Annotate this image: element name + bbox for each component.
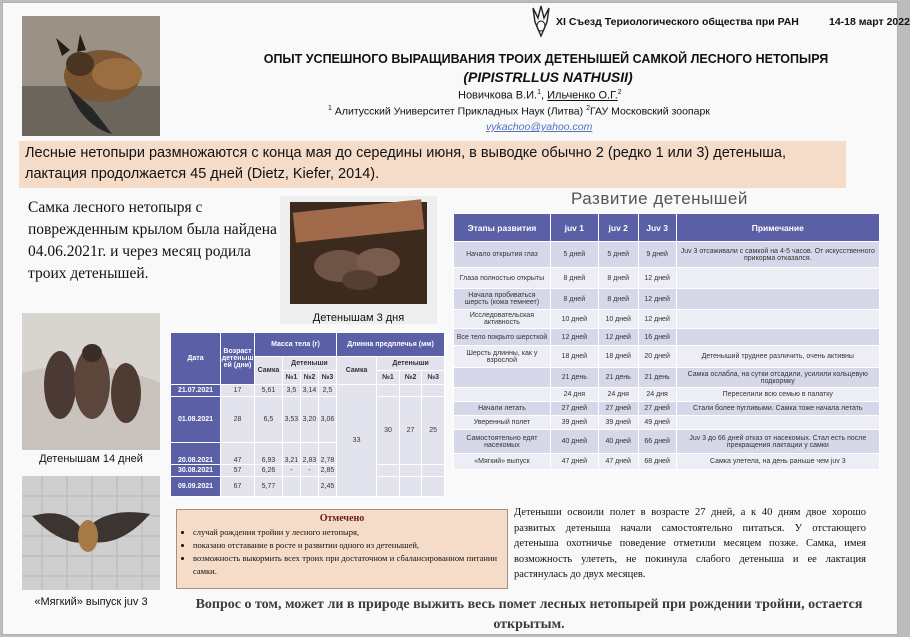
table-row (454, 402, 880, 416)
dev-value-cell: 27 дней (550, 402, 598, 416)
forearm-header-n1: №1 (377, 371, 400, 385)
dev-stage-cell: Исследовательская активность (454, 310, 551, 329)
mass-table (170, 332, 445, 497)
mass-n2: 2,83 (300, 443, 318, 465)
caption-14-days: Детенышам 14 дней (39, 453, 143, 465)
mass-female: 6,26 (255, 465, 283, 477)
intro-text: Лесные нетопыри размножаются с конца мая до середины июня, в выводке обычно 2 (редко 1 или 3) детеныша, лактация продолжается 45 дней (Dietz, Kiefer, 2014). (19, 141, 846, 188)
dev-value-cell: 5 дней (550, 242, 598, 268)
dev-value-cell: 10 дней (550, 310, 598, 329)
dev-note-cell: Стали более пугливыми. Самка тоже начала летать (676, 402, 879, 416)
dev-header-cell: juv 1 (550, 214, 598, 242)
dev-stage-cell: Начало открытия глаз (454, 242, 551, 268)
forearm-empty (399, 465, 422, 477)
dev-stage-cell: Шерсть длинны, как у взрослой (454, 346, 551, 368)
mass-age: 67 (221, 477, 255, 497)
mass-age: 57 (221, 465, 255, 477)
table-row (171, 397, 445, 443)
table-row (454, 242, 880, 268)
mass-header-age: Возраст детеныш ей (дни) (221, 333, 255, 385)
author-2: Ильченко О.Г. (547, 89, 618, 102)
mass-header-n2: №2 (300, 371, 318, 385)
mass-n2: - (300, 465, 318, 477)
dev-header-cell: Этапы развития (454, 214, 551, 242)
mass-header-mass: Масса тела (г) (255, 333, 337, 357)
mass-date: 30.08.2021 (171, 465, 221, 477)
conclusion-text: Вопрос о том, может ли в природе выжить весь помет лесных нетопырей при рождении тройни, остается открытым. (195, 597, 863, 632)
mass-age: 17 (221, 385, 255, 397)
conference-dates: 14-18 март 2022 (829, 16, 910, 28)
forearm-header-young: Детеныши (377, 357, 445, 371)
dev-value-cell: 8 дней (550, 268, 598, 289)
mass-n1: 3,53 (282, 397, 300, 443)
dev-stage-cell: Все тело покрыто шерсткой (454, 329, 551, 346)
forearm-female: 33 (336, 385, 376, 497)
table-row (454, 416, 880, 430)
mass-header-date: Дата (171, 333, 221, 385)
dev-value-cell: 18 дней (550, 346, 598, 368)
dev-stage-cell (454, 368, 551, 388)
dev-value-cell: 5 дней (598, 242, 638, 268)
dev-value-cell: 16 дней (638, 329, 676, 346)
author-2-affil: 2 (617, 89, 622, 96)
mass-n1: - (282, 465, 300, 477)
dev-note-cell (676, 329, 879, 346)
mass-header-female: Самка (255, 357, 283, 385)
forearm-header-n3: №3 (422, 371, 445, 385)
conference-name: XI Съезд Териологического общества при РАН (556, 16, 799, 28)
result-text: Детеныши освоили полет в возрасте 27 дней, а к 40 дням двое хорошо развитых детеныша начали самостоятельно питаться. У отстающего детеныша охотничье поведение отметили месяцем позже. Самка, имея возможность улететь, не покинула слабого детеныша и ее лактация растянулась до двух месяцев. (514, 507, 866, 580)
mass-date: 20.08.2021 (171, 443, 221, 465)
forearm-empty (377, 465, 400, 477)
affil-1: Алитусский Университет Прикладных Наук (Литва) (331, 105, 587, 118)
dev-note-cell (676, 310, 879, 329)
dev-header-cell: Juv 3 (638, 214, 676, 242)
affiliations (328, 105, 710, 118)
caption-3-days: Детенышам 3 дня (312, 312, 405, 324)
dev-note-cell: Самка ослабла, на сутки отсадили, усилили кольцевую подкормку (676, 368, 879, 388)
dev-value-cell: 66 дней (638, 430, 676, 454)
dev-stage-cell: «Мягкий» выпуск (454, 454, 551, 470)
mass-female: 5,61 (255, 385, 283, 397)
list-item: • возможность выкормить всех троих при достаточном и сбалансированном питании самки. (193, 552, 507, 578)
dev-value-cell: 68 дней (638, 454, 676, 470)
poster-title: ОПЫТ УСПЕШНОГО ВЫРАЩИВАНИЯ ТРОИХ ДЕТЕНЫШЕЙ САМКОЙ ЛЕСНОГО НЕТОПЫРЯ (263, 52, 829, 66)
dev-value-cell: 12 дней (638, 268, 676, 289)
dev-value-cell: 21 день (550, 368, 598, 388)
dev-value-cell: 21 день (598, 368, 638, 388)
mass-female: 6,93 (255, 443, 283, 465)
dev-value-cell: 10 дней (598, 310, 638, 329)
contact-email[interactable]: vykachoo@yahoo.com (486, 121, 593, 133)
dev-stage-cell (454, 388, 551, 402)
dev-value-cell: 40 дней (598, 430, 638, 454)
mass-n1: 3,21 (282, 443, 300, 465)
dev-value-cell: 21 день (638, 368, 676, 388)
photo-soft-release (22, 476, 160, 590)
table-row (171, 465, 445, 477)
noted-title: Отмечено (319, 513, 365, 524)
development-table (453, 213, 880, 470)
photo-adult-bat (22, 16, 160, 136)
dev-value-cell: 24 дня (550, 388, 598, 402)
dev-value-cell: 8 дней (550, 289, 598, 310)
dev-header-cell: Примечание (676, 214, 879, 242)
dev-value-cell: 47 дней (598, 454, 638, 470)
mass-header-forearm: Длинна предплечья (мм) (336, 333, 444, 357)
dev-note-cell: Juv 3 отсаживали с самкой на 4-5 часов. От искусственного прикорма отказался. (676, 242, 879, 268)
forearm-empty (377, 477, 400, 497)
forearm-n2: 27 (399, 397, 422, 465)
authors (458, 89, 622, 102)
table-row (454, 388, 880, 402)
author-separator: , (541, 89, 548, 102)
dev-value-cell: 8 дней (598, 268, 638, 289)
dev-stage-cell: Уверенный полет (454, 416, 551, 430)
conference-logo (529, 4, 553, 38)
forearm-header-n2: №2 (399, 371, 422, 385)
noted-list (177, 526, 507, 578)
mass-n3: 3,06 (318, 397, 336, 443)
mass-header-n1: №1 (282, 371, 300, 385)
dev-value-cell: 49 дней (638, 416, 676, 430)
soft-release-illustration (22, 476, 160, 590)
dev-note-cell (676, 289, 879, 310)
table-row (454, 368, 880, 388)
author-1-affil: 1 (537, 89, 541, 96)
mass-age: 28 (221, 397, 255, 443)
forearm-header-female: Самка (336, 357, 376, 385)
dev-value-cell: 47 дней (550, 454, 598, 470)
caption-soft-release: «Мягкий» выпуск juv 3 (34, 596, 148, 608)
list-item: • случай рождения тройни у лесного нетопыря, (193, 526, 507, 539)
mass-n1 (282, 477, 300, 497)
table-row (454, 430, 880, 454)
noted-box (176, 509, 508, 589)
mass-date: 01.08.2021 (171, 397, 221, 443)
bat-photo-illustration (22, 16, 160, 136)
mass-female: 5,77 (255, 477, 283, 497)
mass-n3: 2,85 (318, 465, 336, 477)
table-row (454, 454, 880, 470)
mass-n2: 3,14 (300, 385, 318, 397)
photo-14-days (22, 313, 160, 450)
table-row (171, 385, 445, 397)
dev-value-cell: 24 дня (638, 388, 676, 402)
list-item: • показано отставание в росте и развитии одного из детенышей, (193, 539, 507, 552)
forearm-n1: 30 (377, 397, 400, 465)
forearm-empty (377, 385, 400, 397)
left-description: Самка лесного нетопыря с поврежденным крылом была найдена 04.06.2021г. и через месяц родила троих детенышей. (28, 199, 277, 282)
dev-stage-cell: Самостоятельно едят насекомых (454, 430, 551, 454)
mass-n2: 3,20 (300, 397, 318, 443)
forearm-empty (422, 465, 445, 477)
dev-note-cell (676, 268, 879, 289)
dev-stage-cell: Глаза полностью открыты (454, 268, 551, 289)
mass-date: 21.07.2021 (171, 385, 221, 397)
dev-value-cell: 39 дней (550, 416, 598, 430)
author-1: Новичкова В.И. (458, 89, 538, 102)
dev-value-cell: 27 дней (598, 402, 638, 416)
table-row (454, 289, 880, 310)
mass-female: 6,5 (255, 397, 283, 443)
dev-value-cell: 20 дней (638, 346, 676, 368)
mass-header-n3: №3 (318, 371, 336, 385)
forearm-empty (422, 385, 445, 397)
photo-3-days (280, 196, 437, 324)
dev-stage-cell: Начали летать (454, 402, 551, 416)
dev-value-cell: 12 дней (550, 329, 598, 346)
forearm-empty (422, 477, 445, 497)
development-title: Развитие детенышей (571, 189, 748, 208)
table-row (454, 346, 880, 368)
dev-value-cell: 12 дней (638, 310, 676, 329)
table-row (454, 268, 880, 289)
dev-value-cell: 12 дней (638, 289, 676, 310)
dev-value-cell: 24 дня (598, 388, 638, 402)
dev-value-cell: 8 дней (598, 289, 638, 310)
dev-note-cell: Переселили всю семью в палатку (676, 388, 879, 402)
table-row (454, 329, 880, 346)
pups-14-days-illustration (22, 313, 160, 450)
dev-value-cell: 27 дней (638, 402, 676, 416)
dev-value-cell: 18 дней (598, 346, 638, 368)
dev-value-cell: 40 дней (550, 430, 598, 454)
affil-1-mark: 1 (328, 105, 332, 112)
dev-stage-cell: Начала пробиваться шерсть (кожа темнеет) (454, 289, 551, 310)
dev-note-cell (676, 416, 879, 430)
dev-value-cell: 39 дней (598, 416, 638, 430)
mass-n3: 2,5 (318, 385, 336, 397)
mass-date: 09.09.2021 (171, 477, 221, 497)
table-row (171, 477, 445, 497)
forearm-empty (399, 385, 422, 397)
forearm-n3: 25 (422, 397, 445, 465)
species-latin-name: (PIPISTRLLUS NATHUSII) (463, 69, 633, 85)
dev-note-cell: Детеныший труднее различить, очень активны (676, 346, 879, 368)
dev-header-cell: juv 2 (598, 214, 638, 242)
dev-value-cell: 12 дней (598, 329, 638, 346)
dev-note-cell: Самка улетела, на день раньше чем juv 3 (676, 454, 879, 470)
mass-n1: 3,5 (282, 385, 300, 397)
affil-2-mark: 2 (586, 105, 590, 112)
forearm-empty (399, 477, 422, 497)
pups-3-days-illustration (280, 196, 437, 324)
mass-header-young: Детеныши (282, 357, 336, 371)
mass-n3: 2,78 (318, 443, 336, 465)
affil-2: ГАУ Московский зоопарк (589, 105, 710, 118)
dev-note-cell: Juv 3 до 66 дней отказ от насекомых. Стал есть после прекращения лактации у самки (676, 430, 879, 454)
mass-n3: 2,45 (318, 477, 336, 497)
table-row (454, 310, 880, 329)
dev-value-cell: 9 дней (638, 242, 676, 268)
mass-age: 47 (221, 443, 255, 465)
mass-n2 (300, 477, 318, 497)
